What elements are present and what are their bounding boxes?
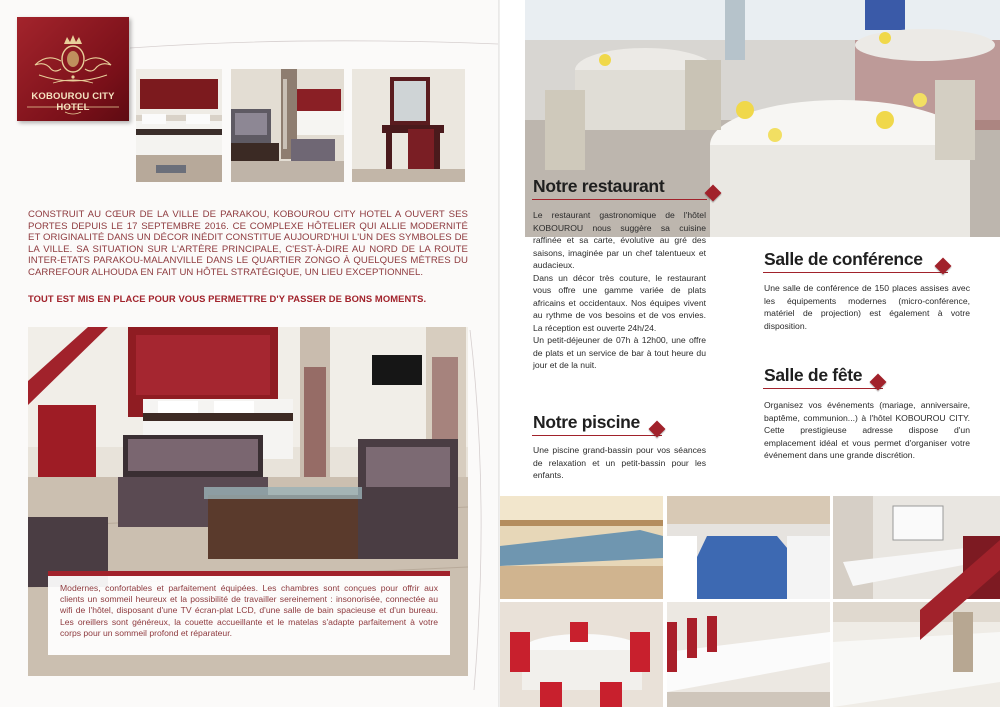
room-photo-desk xyxy=(352,69,465,182)
conference-room-photo xyxy=(667,496,830,599)
piscine-title: Notre piscine xyxy=(533,412,640,432)
restaurant-title-rule xyxy=(532,199,707,200)
piscine-text: Une piscine grand-bassin pour vos séances de relaxation et un petit-bassin pour les enfants. xyxy=(533,445,706,480)
restaurant-paragraph: Un petit-déjeuner de 07h à 12h00, une offre de plats et un service de bar à tout heure du jour et de la nuit. xyxy=(533,335,706,370)
conference-title-rule xyxy=(763,272,948,273)
rooms-caption-text: Modernes, confortables et parfaitement équipées. Les chambres sont conçues pour offrir aux clients un sommeil heureux et la possibilité de travailler sereinement : insonorisée, connectée au wifi de l'hôtel, disposant d'une TV écran-plat LCD, d'une salle de bain spacieuse et d'un bureau. Les oreillers sont généreux, la couette accueillante et le matelas s'adapte parfaitement à votre corps pour un sommeil profond et réparateur. xyxy=(60,583,438,638)
banquet-photo xyxy=(500,602,663,707)
restaurant-text xyxy=(533,209,706,372)
pool-photo xyxy=(500,496,663,599)
fete-title-rule xyxy=(763,388,883,389)
restaurant-paragraph: Le restaurant gastronomique de l'hôtel KOBOUROU nous suggère sa cuisine raffinée et sa carte, évolutive au gré des saisons, imaginée par un chef talentueux et audacieux. xyxy=(533,210,706,270)
intro-tagline: TOUT EST MIS EN PLACE POUR VOUS PERMETTRE D'Y PASSER DE BONS MOMENTS. xyxy=(28,293,427,304)
hotel-logo xyxy=(17,17,129,121)
room-photo-bed xyxy=(136,69,222,182)
accent-stripe xyxy=(920,540,1000,640)
room-photo-lounge xyxy=(231,69,344,182)
fete-title: Salle de fête xyxy=(764,365,863,385)
piscine-title-rule xyxy=(532,435,662,436)
logo-brand-name: KOBOUROU CITY HOTEL xyxy=(31,91,115,113)
decorative-curve-lower xyxy=(0,300,500,700)
restaurant-photo xyxy=(525,0,1000,237)
restaurant-title: Notre restaurant xyxy=(533,176,665,196)
hall-photo xyxy=(667,602,830,707)
intro-paragraph: CONSTRUIT AU CŒUR DE LA VILLE DE PARAKOU, KOBOUROU CITY HOTEL A OUVERT SES PORTES DEPUIS LE 17 SEPTEMBRE 2016. CE COMPLEXE HÔTELIER QUI ALLIE MODERNITÉ ET ORIGINALITÉ DANS UN DÉCOR INÉDIT CONSTITUE AUJOURD'HUI L'UN DES SYMBOLES DE LA VILLE. SA SITUATION SUR L'ARTÈRE PRINCIPALE, C'EST-À-DIRE AU NORD DE LA ROUTE INTER-ETATS PARAKOU-MALANVILLE DANS LE QUARTIER ZONGO À QUELQUES MÈTRES DU CARREFOUR ALHOUDA EN FAIT UN HÔTEL STRATÉGIQUE, UN LIEU EXCEPTIONNEL. xyxy=(28,209,468,278)
right-page xyxy=(500,0,1000,707)
conference-text: Une salle de conférence de 150 places assises avec les équipements modernes (micro-conférence, matériel de projection) est également à votre disposition. xyxy=(764,283,970,331)
fete-text: Organisez vos événements (mariage, anniversaire, baptême, communion...) à l'hôtel KOBOUROU CITY. Cette prestigieuse adresse dispose d'un emplacement idéal et vous permet d'organiser votre événement dans une grande discrétion. xyxy=(764,400,970,460)
restaurant-paragraph: Dans un décor très couture, le restaurant vous offre une gamme variée de plats africains et occidentaux. Nos équipes vivent au rythme de vos besoins et de vos envies. La réception est ouverte 24h/24. xyxy=(533,272,706,333)
conference-title: Salle de conférence xyxy=(764,249,923,269)
